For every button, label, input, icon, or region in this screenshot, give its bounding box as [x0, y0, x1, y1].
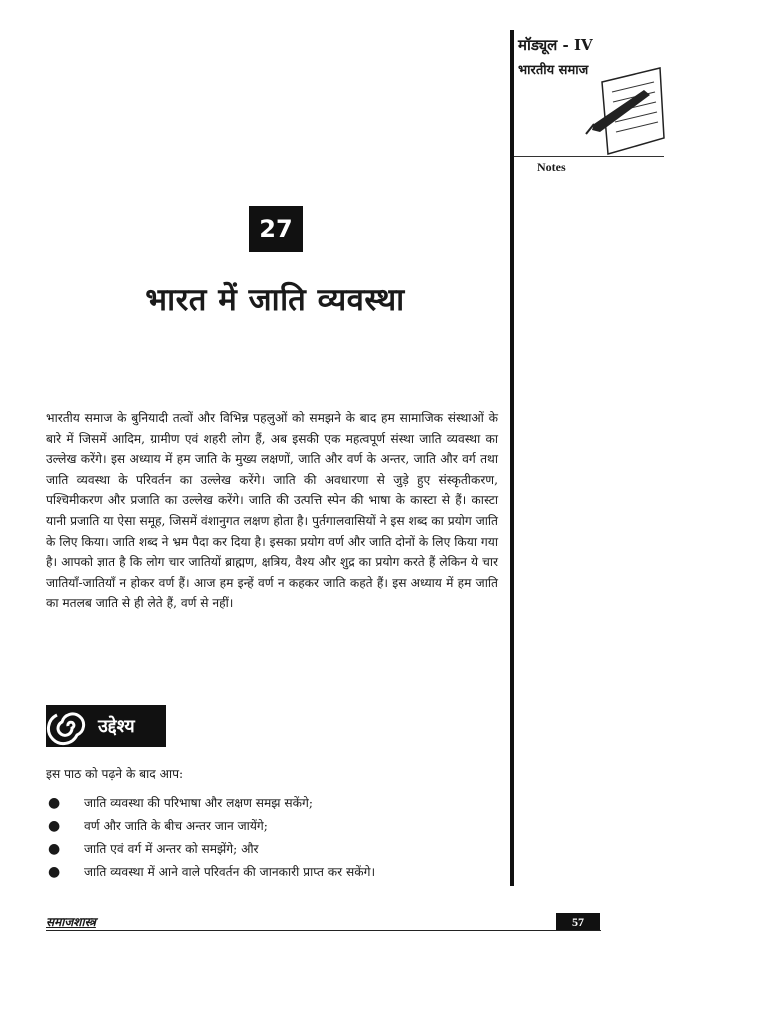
subject-label: भारतीय समाज	[518, 63, 589, 78]
bullet: ●	[48, 818, 61, 834]
list-item	[46, 792, 506, 815]
objective-text: जाति व्यवस्था की परिभाषा और लक्षण समझ सकेंगे;	[84, 796, 313, 810]
intro-paragraph: भारतीय समाज के बुनियादी तत्वों और विभिन्न पहलुओं को समझने के बाद हम सामाजिक संस्थाओं के बारे में जिसमें आदिम, ग्रामीण एवं शहरी लोग हैं, अब इसकी एक महत्वपूर्ण संस्था जाति व्यवस्था का उल्लेख करेंगे। इस अध्याय में हम जाति के मुख्य लक्षणों, जाति और वर्ण के अन्तर, जाति और वर्ग तथा जाति व्यवस्था के परिवर्तन का उल्लेख करेंगे। जाति की अवधारणा से जुड़े हुए संस्कृतीकरण, पश्चिमीकरण और प्रजाति का उल्लेख करेंगे। जाति की उत्पत्ति स्पेन की भाषा के कास्टा से हैं। कास्टा यानी प्रजाति या ऐसा समूह, जिसमें वंशानुगत लक्षण होता है। पुर्तगालवासियों ने इस शब्द का प्रयोग जाति के लिए किया। जाति शब्द ने भ्रम पैदा कर दिया है। इसका प्रयोग वर्ण और जाति दोनों के लिए किया गया है। आपको ज्ञात है कि लोग चार जातियों ब्राह्मण, क्षत्रिय, वैश्य और शुद्र का प्रयोग करते हैं लेकिन ये चार जातियाँ-जातियाँ न होकर वर्ण हैं। आज हम इन्हें वर्ण न कहकर जाति कहते हैं। इस अध्याय में हम जाति का मतलब जाति से ही लेते हैं, वर्ण से नहीं।	[46, 411, 498, 611]
page-number: 57	[556, 913, 600, 931]
objective-text: जाति व्यवस्था में आने वाले परिवर्तन की जानकारी प्राप्त कर सकेंगे।	[84, 865, 376, 879]
objectives-list	[46, 792, 506, 884]
margin-vertical-rule	[510, 30, 514, 886]
chapter-title: भारत में जाति व्यवस्था	[145, 282, 405, 318]
footer-subject: समाजशास्त्र	[46, 915, 96, 929]
footer-rule	[46, 930, 601, 931]
objectives-intro: इस पाठ को पढ़ने के बाद आप:	[46, 767, 184, 781]
objective-text: वर्ण और जाति के बीच अन्तर जान जायेंगे;	[84, 819, 268, 833]
objectives-label: उद्देश्य	[98, 716, 135, 737]
objective-text: जाति एवं वर्ग में अन्तर को समझेंगे; और	[84, 842, 259, 856]
bullet: ●	[48, 864, 61, 880]
spiral-icon	[46, 705, 90, 747]
list-item	[46, 838, 506, 861]
bullet: ●	[48, 841, 61, 857]
notes-label: Notes	[537, 160, 566, 174]
chapter-number: 27	[249, 206, 303, 252]
list-item	[46, 861, 506, 884]
bullet: ●	[48, 795, 61, 811]
objectives-heading	[46, 705, 166, 747]
module-label: मॉड्यूल - IV	[518, 36, 593, 54]
list-item	[46, 815, 506, 838]
pen-and-paper-icon	[580, 62, 666, 170]
notes-divider	[514, 156, 664, 157]
